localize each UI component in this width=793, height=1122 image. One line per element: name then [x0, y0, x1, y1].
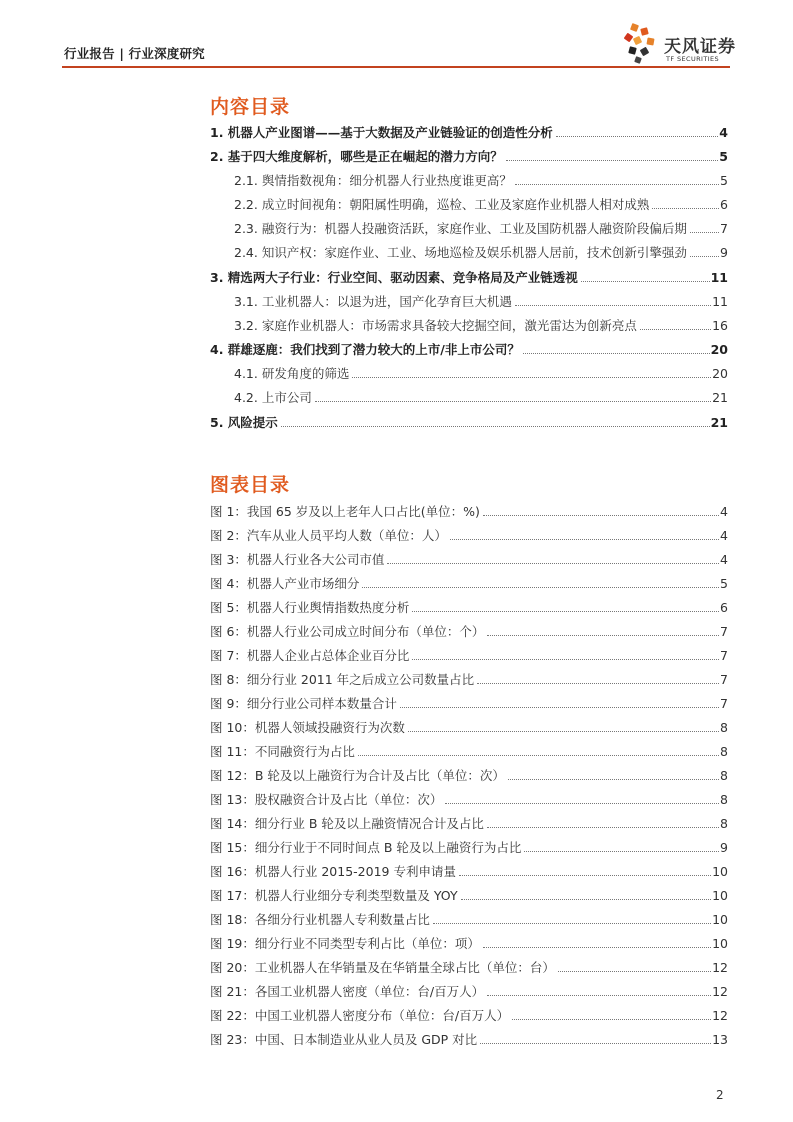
toc-entry[interactable] [234, 238, 728, 260]
figure-entry[interactable] [210, 857, 728, 879]
toc-leader [581, 281, 710, 282]
header-title: 行业报告 | 行业深度研究 [64, 46, 205, 61]
figure-entry-page: 7 [720, 672, 728, 687]
figure-entry-label: 图 13：股权融资合计及占比（单位：次） [210, 792, 443, 807]
toc-entry-page: 5 [720, 173, 728, 188]
figure-leader [387, 563, 719, 564]
figure-leader [358, 755, 719, 756]
logo-english-text: TF SECURITIES [666, 55, 720, 63]
figure-entry-page: 8 [720, 744, 728, 759]
toc-leader [523, 353, 710, 354]
toc-leader [652, 208, 719, 209]
toc-entry-page: 20 [710, 342, 728, 357]
toc-entry-label: 3.2. 家庭作业机器人：市场需求具备较大挖掘空间，激光雷达为创新亮点 [234, 318, 637, 333]
toc-leader [690, 256, 719, 257]
toc-entry[interactable] [234, 359, 728, 381]
toc-entry[interactable] [210, 408, 728, 430]
figure-leader [558, 971, 711, 972]
figure-entry-page: 12 [712, 960, 728, 975]
figure-entry[interactable] [210, 905, 728, 927]
toc-entry-page: 5 [719, 149, 728, 164]
figure-entry[interactable] [210, 617, 728, 639]
toc-entry-label: 3.1. 工业机器人：以退为进，国产化孕育巨大机遇 [234, 294, 512, 309]
toc-entry-label: 4.1. 研发角度的筛选 [234, 366, 350, 381]
toc-entry[interactable] [210, 118, 728, 140]
contents-title: 内容目录 [210, 96, 291, 118]
figure-entry[interactable] [210, 785, 728, 807]
figure-entry-label: 图 19：细分行业不同类型专利占比（单位：项） [210, 936, 480, 951]
figure-entry-page: 5 [720, 576, 728, 591]
toc-entry[interactable] [210, 142, 728, 164]
figure-entry-page: 10 [712, 912, 728, 927]
figure-entry-page: 4 [720, 552, 728, 567]
figure-entry[interactable] [210, 689, 728, 711]
figure-entry[interactable] [210, 761, 728, 783]
figure-entry-label: 图 4：机器人产业市场细分 [210, 576, 360, 591]
figure-entry-page: 9 [720, 840, 728, 855]
figure-entry-label: 图 12：B 轮及以上融资行为合计及占比（单位：次） [210, 768, 505, 783]
figure-entry-page: 8 [720, 768, 728, 783]
figure-leader [524, 851, 719, 852]
toc-entry-page: 11 [712, 294, 728, 309]
figure-entry-label: 图 3：机器人行业各大公司市值 [210, 552, 385, 567]
page-number: 2 [716, 1088, 724, 1102]
figure-entry-page: 7 [720, 648, 728, 663]
toc-leader [515, 184, 719, 185]
toc-entry-label: 2.4. 知识产权：家庭作业、工业、场地巡检及娱乐机器人居前，技术创新引擎强劲 [234, 245, 687, 260]
toc-entry-page: 21 [710, 415, 728, 430]
figure-entry[interactable] [210, 641, 728, 663]
toc-entry-page: 4 [719, 125, 728, 140]
toc-entry[interactable] [234, 166, 728, 188]
figure-entry-label: 图 16：机器人行业 2015-2019 专利申请量 [210, 864, 456, 879]
figure-entry-label: 图 6：机器人行业公司成立时间分布（单位：个） [210, 624, 485, 639]
figure-entry-page: 8 [720, 816, 728, 831]
figure-entry[interactable] [210, 809, 728, 831]
figure-entry[interactable] [210, 953, 728, 975]
figure-leader [480, 1043, 711, 1044]
figure-leader [483, 947, 711, 948]
toc-entry-label: 3. 精选两大子行业：行业空间、驱动因素、竞争格局及产业链透视 [210, 270, 578, 285]
tf-logo-icon [622, 22, 660, 66]
figure-entry-label: 图 2：汽车从业人员平均人数（单位：人） [210, 528, 447, 543]
figure-leader [461, 899, 711, 900]
figure-leader [477, 683, 719, 684]
toc-leader [506, 160, 718, 161]
figure-entry[interactable] [210, 545, 728, 567]
figure-entry[interactable] [210, 881, 728, 903]
toc-leader [315, 401, 711, 402]
toc-entry[interactable] [234, 214, 728, 236]
figure-leader [412, 659, 719, 660]
figure-entry-label: 图 10：机器人领域投融资行为次数 [210, 720, 405, 735]
toc-entry-label: 2.1. 舆情指数视角：细分机器人行业热度谁更高？ [234, 173, 512, 188]
figure-entry-page: 6 [720, 600, 728, 615]
figure-leader [445, 803, 719, 804]
figure-entry-label: 图 1：我国 65 岁及以上老年人口占比(单位：%) [210, 504, 480, 519]
figure-leader [508, 779, 719, 780]
figure-entry-label: 图 9：细分行业公司样本数量合计 [210, 696, 397, 711]
toc-entry[interactable] [234, 190, 728, 212]
toc-entry-label: 4.2. 上市公司 [234, 390, 312, 405]
toc-leader [281, 426, 710, 427]
figure-entry[interactable] [210, 569, 728, 591]
toc-leader [640, 329, 711, 330]
toc-entry-page: 16 [712, 318, 728, 333]
toc-leader [556, 136, 718, 137]
figure-entry[interactable] [210, 521, 728, 543]
figure-entry[interactable] [210, 497, 728, 519]
toc-entry-label: 2. 基于四大维度解析，哪些是正在崛起的潜力方向？ [210, 149, 503, 164]
figure-entry-label: 图 15：细分行业于不同时间点 B 轮及以上融资行为占比 [210, 840, 522, 855]
figure-entry-page: 13 [712, 1032, 728, 1047]
figure-leader [362, 587, 719, 588]
figure-entry-page: 8 [720, 792, 728, 807]
figures-title: 图表目录 [210, 474, 291, 496]
figure-entry-page: 8 [720, 720, 728, 735]
figure-entry-label: 图 23：中国、日本制造业从业人员及 GDP 对比 [210, 1032, 478, 1047]
figure-entry-page: 10 [712, 936, 728, 951]
figure-entry-page: 7 [720, 624, 728, 639]
figure-leader [483, 515, 719, 516]
figure-leader [487, 995, 711, 996]
figure-leader [433, 923, 711, 924]
figure-entry-label: 图 22：中国工业机器人密度分布（单位：台/百万人） [210, 1008, 510, 1023]
figure-entry-page: 7 [720, 696, 728, 711]
figure-entry[interactable] [210, 713, 728, 735]
figure-entry-page: 10 [712, 888, 728, 903]
figure-entry-label: 图 5：机器人行业舆情指数热度分析 [210, 600, 410, 615]
figure-entry[interactable] [210, 737, 728, 759]
figure-entry-label: 图 17：机器人行业细分专利类型数量及 YOY [210, 888, 458, 903]
figure-entry[interactable] [210, 665, 728, 687]
toc-entry[interactable] [210, 263, 728, 285]
toc-entry[interactable] [234, 287, 728, 309]
figure-entry-page: 12 [712, 984, 728, 999]
toc-entry[interactable] [234, 383, 728, 405]
tf-securities-logo [622, 22, 734, 66]
figure-entry-label: 图 18：各细分行业机器人专利数量占比 [210, 912, 430, 927]
toc-entry-page: 21 [712, 390, 728, 405]
figure-leader [450, 539, 719, 540]
figure-entry-page: 12 [712, 1008, 728, 1023]
figure-leader [412, 611, 719, 612]
toc-entry-page: 7 [720, 221, 728, 236]
logo-chinese-text: 天风证券 [664, 37, 736, 57]
figure-entry-page: 10 [712, 864, 728, 879]
figure-entry[interactable] [210, 977, 728, 999]
figure-entry[interactable] [210, 1001, 728, 1023]
figure-entry-label: 图 8：细分行业 2011 年之后成立公司数量占比 [210, 672, 475, 687]
figure-entry[interactable] [210, 593, 728, 615]
figure-leader [400, 707, 719, 708]
toc-entry-page: 20 [712, 366, 728, 381]
toc-entry[interactable] [234, 311, 728, 333]
toc-entry-page: 9 [720, 245, 728, 260]
toc-entry-page: 11 [710, 270, 728, 285]
toc-leader [515, 305, 711, 306]
figure-leader [487, 827, 719, 828]
toc-entry-label: 5. 风险提示 [210, 415, 278, 430]
toc-entry-label: 2.2. 成立时间视角：朝阳属性明确，巡检、工业及家庭作业机器人相对成熟 [234, 197, 650, 212]
toc-leader [352, 377, 711, 378]
figure-leader [487, 635, 719, 636]
header-divider [62, 66, 730, 68]
figure-entry-page: 4 [720, 528, 728, 543]
toc-entry-label: 2.3. 融资行为：机器人投融资活跃，家庭作业、工业及国防机器人融资阶段偏后期 [234, 221, 687, 236]
figure-leader [512, 1019, 711, 1020]
figure-entry-page: 4 [720, 504, 728, 519]
figure-entry-label: 图 14：细分行业 B 轮及以上融资情况合计及占比 [210, 816, 484, 831]
figure-entry[interactable] [210, 1025, 728, 1047]
figure-entry[interactable] [210, 833, 728, 855]
figure-entry-label: 图 21：各国工业机器人密度（单位：台/百万人） [210, 984, 485, 999]
figure-leader [408, 731, 719, 732]
toc-leader [690, 232, 719, 233]
figure-entry-label: 图 7：机器人企业占总体企业百分比 [210, 648, 410, 663]
toc-entry[interactable] [210, 335, 728, 357]
toc-entry-label: 1. 机器人产业图谱——基于大数据及产业链验证的创造性分析 [210, 125, 553, 140]
toc-entry-page: 6 [720, 197, 728, 212]
figure-leader [459, 875, 711, 876]
toc-entry-label: 4. 群雄逐鹿：我们找到了潜力较大的上市/非上市公司？ [210, 342, 520, 357]
figure-entry-label: 图 20：工业机器人在华销量及在华销量全球占比（单位：台） [210, 960, 555, 975]
figure-entry-label: 图 11：不同融资行为占比 [210, 744, 355, 759]
figure-entry[interactable] [210, 929, 728, 951]
